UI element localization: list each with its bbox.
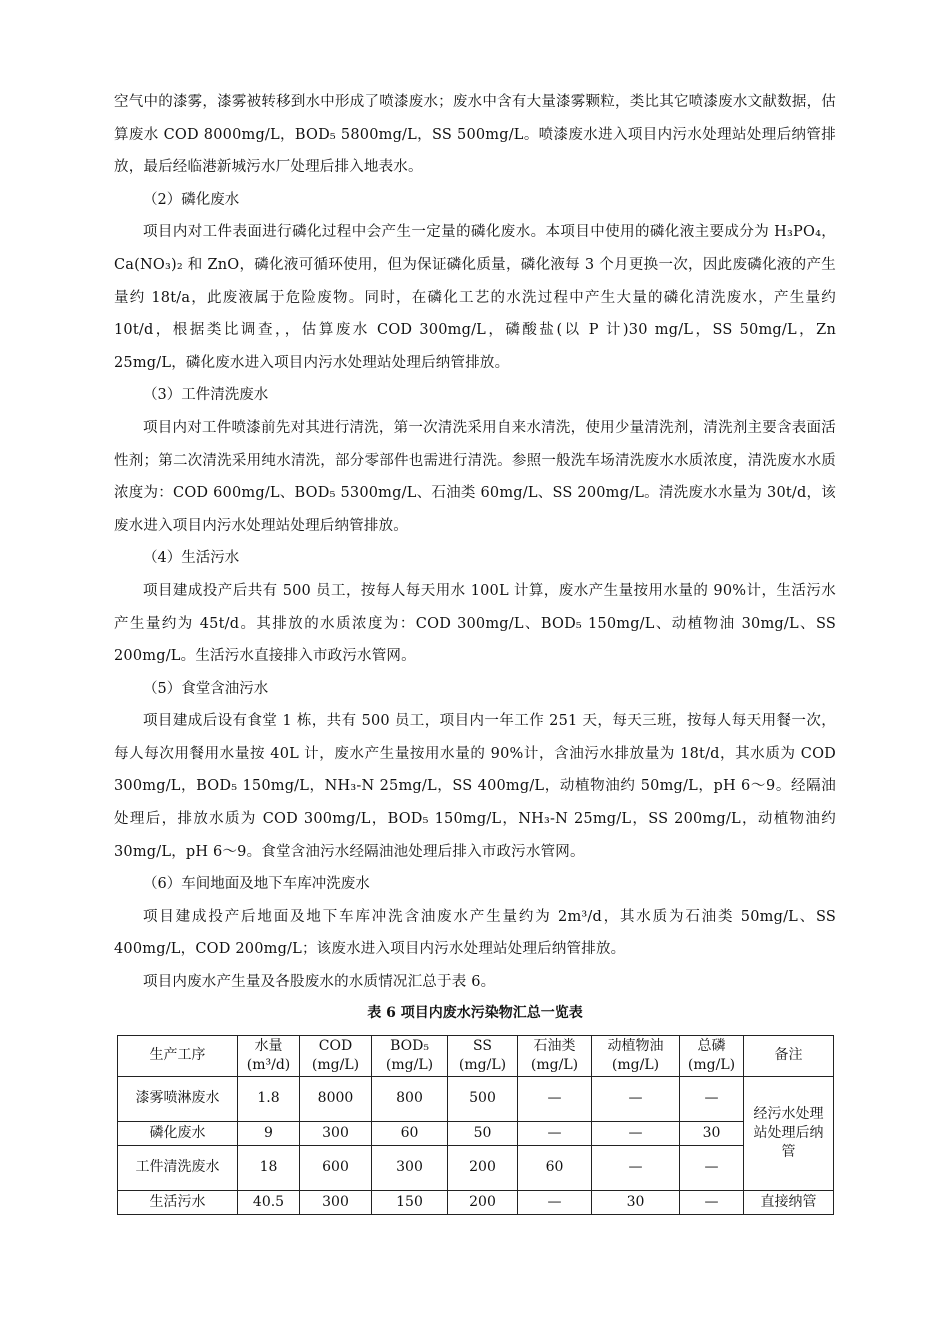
header-unit: (mg/L) [385, 1056, 434, 1073]
table-header-cell [372, 1035, 448, 1076]
header-unit: (m³/d) [246, 1056, 291, 1073]
value-cell: 9 [238, 1121, 300, 1145]
table-caption: 表 6 项目内废水污染物汇总一览表 [367, 1004, 583, 1021]
table-header-cell [518, 1035, 592, 1076]
header-label: 备注 [774, 1047, 803, 1064]
table-header-cell [744, 1035, 834, 1076]
header-unit: (mg/L) [311, 1056, 360, 1073]
value-cell: 200 [448, 1190, 518, 1214]
section-heading: （2）磷化废水 [143, 191, 240, 208]
paragraph: 项目内废水产生量及各股废水的水质情况汇总于表 6。 [143, 974, 496, 991]
value-cell: 150 [372, 1190, 448, 1214]
paragraph: 项目建成投产后共有 500 员工，按每人每天用水 100L 计算，废水产生量按用水量的 90%计，生活污水产生量约为 45t/d。其排放的水质浓度为：COD 300mg/L、BOD₅ 150mg/L、动植物油 30mg/L、SS 200mg/L。生活污水直接排入市政污水管网。 [114, 582, 836, 665]
value-cell: — [592, 1145, 680, 1190]
table-header-cell [448, 1035, 518, 1076]
value-cell: — [592, 1121, 680, 1145]
section-heading: （5）食堂含油污水 [143, 680, 269, 697]
value-cell: 18 [238, 1145, 300, 1190]
section-heading: （4）生活污水 [143, 550, 240, 567]
table-header-cell [680, 1035, 744, 1076]
process-cell: 工件清洗废水 [118, 1145, 238, 1190]
table-row [118, 1145, 834, 1190]
header-label: 水量 [254, 1037, 283, 1054]
remark-cell: 直接纳管 [744, 1190, 834, 1214]
value-cell: 60 [372, 1121, 448, 1145]
value-cell: — [518, 1190, 592, 1214]
header-label: 动植物油 [607, 1037, 664, 1054]
header-label: 生产工序 [149, 1047, 206, 1064]
value-cell: — [518, 1076, 592, 1121]
document-page [114, 86, 836, 1215]
value-cell: 50 [448, 1121, 518, 1145]
table-header-cell [592, 1035, 680, 1076]
value-cell: 800 [372, 1076, 448, 1121]
value-cell: 30 [680, 1121, 744, 1145]
value-cell: — [518, 1121, 592, 1145]
paragraph: 项目建成投产后地面及地下车库冲洗含油废水产生量约为 2m³/d，其水质为石油类 50mg/L、SS 400mg/L，COD 200mg/L；该废水进入项目内污水处理站处理后纳管排放。 [114, 908, 836, 958]
header-label: BOD₅ [390, 1037, 429, 1054]
value-cell: 300 [300, 1121, 372, 1145]
header-label: SS [473, 1037, 492, 1054]
value-cell: 8000 [300, 1076, 372, 1121]
value-cell: 200 [448, 1145, 518, 1190]
paragraph: 项目内对工件喷漆前先对其进行清洗，第一次清洗采用自来水清洗，使用少量清洗剂，清洗剂主要含表面活性剂；第二次清洗采用纯水清洗，部分零部件也需进行清洗。参照一般洗车场清洗废水水质浓度，清洗废水水质浓度为：COD 600mg/L、BOD₅ 5300mg/L、石油类 60mg/L、SS 200mg/L。清洗废水水量为 30t/d，该废水进入项目内污水处理站处理后纳管排放。 [114, 419, 836, 534]
header-unit: (mg/L) [530, 1056, 579, 1073]
value-cell: 600 [300, 1145, 372, 1190]
body-text [114, 86, 836, 999]
header-unit: (mg/L) [687, 1056, 736, 1073]
value-cell: 1.8 [238, 1076, 300, 1121]
table-row [118, 1190, 834, 1214]
remark-cell: 经污水处理站处理后纳管 [744, 1076, 834, 1190]
header-label: 石油类 [533, 1037, 576, 1054]
value-cell: 30 [592, 1190, 680, 1214]
process-cell: 生活污水 [118, 1190, 238, 1214]
table-row [118, 1076, 834, 1121]
value-cell: 500 [448, 1076, 518, 1121]
value-cell: — [680, 1076, 744, 1121]
wastewater-table [117, 1035, 834, 1215]
table-header-row [118, 1035, 834, 1076]
table-header-cell [300, 1035, 372, 1076]
value-cell: — [680, 1145, 744, 1190]
header-label: 总磷 [697, 1037, 726, 1054]
value-cell: — [680, 1190, 744, 1214]
value-cell: 300 [372, 1145, 448, 1190]
table-row [118, 1121, 834, 1145]
header-unit: (mg/L) [611, 1056, 660, 1073]
header-label: COD [318, 1037, 353, 1054]
value-cell: 300 [300, 1190, 372, 1214]
table-header-cell [238, 1035, 300, 1076]
header-unit: (mg/L) [458, 1056, 507, 1073]
value-cell: 60 [518, 1145, 592, 1190]
value-cell: — [592, 1076, 680, 1121]
section-heading: （3）工件清洗废水 [143, 387, 269, 404]
paragraph: 项目建成后设有食堂 1 栋，共有 500 员工，项目内一年工作 251 天，每天三班，按每人每天用餐一次，每人每次用餐用水量按 40L 计，废水产生量按用水量的 90%计，含油污水排放量为 18t/d，其水质为 COD 300mg/L，BOD₅ 150mg/L，NH₃-N 25mg/L，SS 400mg/L，动植物油约 50mg/L，pH 6～9。经隔油处理后，排放水质为 COD 300mg/L，BOD₅ 150mg/L，NH₃-N 25mg/L，SS 200mg/L，动植物油约 30mg/L，pH 6～9。食堂含油污水经隔油池处理后排入市政污水管网。 [114, 713, 836, 860]
table-header-cell [118, 1035, 238, 1076]
paragraph: 项目内对工件表面进行磷化过程中会产生一定量的磷化废水。本项目中使用的磷化液主要成分为 H₃PO₄，Ca(NO₃)₂ 和 ZnO，磷化液可循环使用，但为保证磷化质量，磷化液每 3 个月更换一次，因此废磷化液的产生量约 18t/a，此废液属于危险废物。同时，在磷化工艺的水洗过程中产生大量的磷化清洗废水，产生量约 10t/d，根据类比调查，，估算废水 COD 300mg/L，磷酸盐(以 P 计)30 mg/L，SS 50mg/L，Zn 25mg/L，磷化废水进入项目内污水处理站处理后纳管排放。 [114, 224, 836, 371]
value-cell: 40.5 [238, 1190, 300, 1214]
process-cell: 漆雾喷淋废水 [118, 1076, 238, 1121]
process-cell: 磷化废水 [118, 1121, 238, 1145]
section-heading: （6）车间地面及地下车库冲洗废水 [143, 876, 370, 893]
paragraph: 空气中的漆雾，漆雾被转移到水中形成了喷漆废水；废水中含有大量漆雾颗粒，类比其它喷漆废水文献数据，估算废水 COD 8000mg/L，BOD₅ 5800mg/L，SS 500mg/L。喷漆废水进入项目内污水处理站处理后纳管排放，最后经临港新城污水厂处理后排入地表水。 [114, 94, 836, 176]
